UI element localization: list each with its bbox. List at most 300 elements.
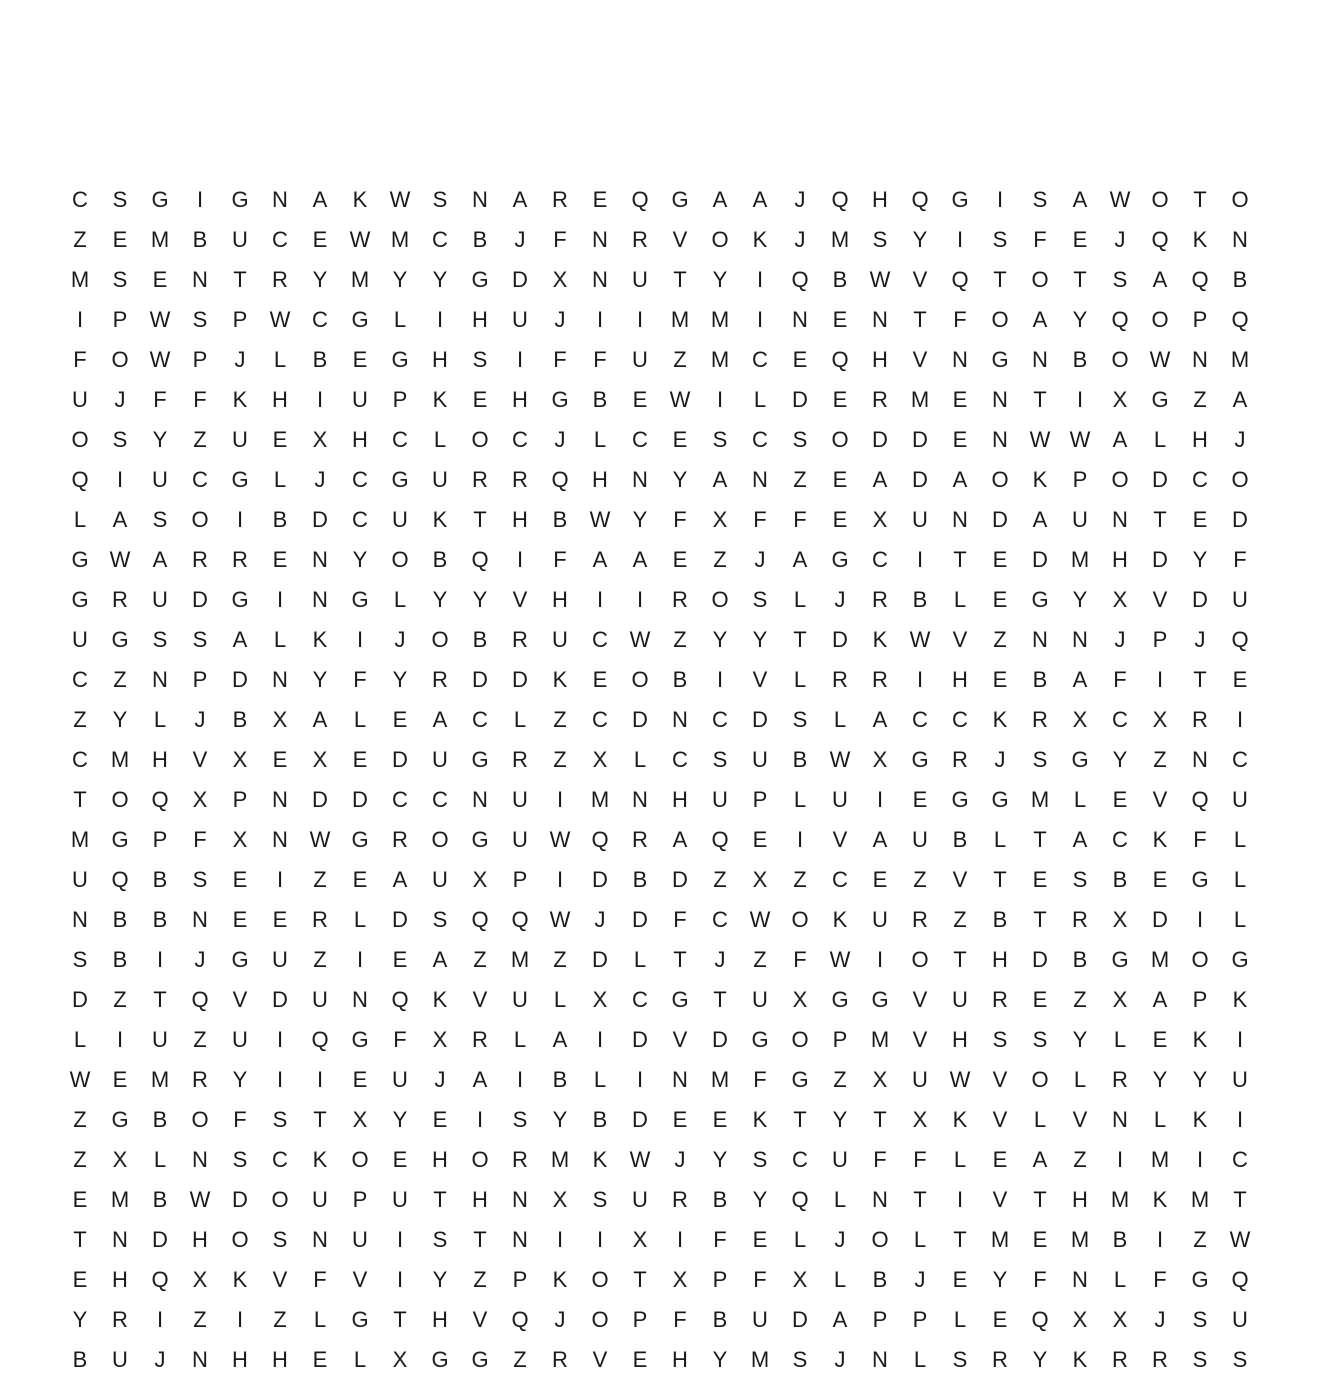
letter-cell[interactable]: G — [391, 467, 409, 492]
letter-cell[interactable]: P — [232, 307, 248, 332]
letter-cell[interactable]: N — [152, 667, 168, 692]
letter-cell[interactable]: S — [712, 747, 728, 772]
letter-cell[interactable]: N — [992, 427, 1008, 452]
letter-cell[interactable]: H — [1072, 1187, 1088, 1212]
letter-cell[interactable]: O — [1111, 347, 1129, 372]
letter-cell[interactable]: A — [712, 187, 728, 212]
letter-cell[interactable]: N — [792, 307, 808, 332]
letter-cell[interactable]: G — [951, 187, 969, 212]
letter-cell[interactable]: N — [1112, 507, 1128, 532]
letter-cell[interactable]: T — [993, 867, 1007, 892]
letter-cell[interactable]: Y — [752, 1187, 768, 1212]
letter-cell[interactable]: G — [1231, 947, 1249, 972]
letter-cell[interactable]: N — [112, 1227, 128, 1252]
letter-cell[interactable]: M — [710, 347, 730, 372]
letter-cell[interactable]: U — [152, 1027, 168, 1052]
letter-cell[interactable]: V — [912, 1027, 928, 1052]
letter-cell[interactable]: I — [876, 947, 884, 972]
letter-cell[interactable]: D — [712, 1027, 728, 1052]
letter-cell[interactable]: P — [632, 1307, 648, 1332]
letter-cell[interactable]: L — [1233, 827, 1247, 852]
letter-cell[interactable]: J — [554, 307, 566, 332]
letter-cell[interactable]: S — [112, 427, 128, 452]
letter-cell[interactable]: N — [872, 1187, 888, 1212]
letter-cell[interactable]: A — [872, 707, 888, 732]
letter-cell[interactable]: U — [952, 987, 968, 1012]
letter-cell[interactable]: L — [353, 1347, 367, 1372]
letter-cell[interactable]: I — [556, 867, 564, 892]
letter-cell[interactable]: A — [1152, 267, 1168, 292]
letter-cell[interactable]: L — [833, 1267, 847, 1292]
letter-cell[interactable]: I — [276, 867, 284, 892]
letter-cell[interactable]: T — [1033, 1187, 1047, 1212]
letter-cell[interactable]: A — [1072, 667, 1088, 692]
letter-cell[interactable]: B — [152, 1107, 168, 1132]
letter-cell[interactable]: P — [192, 347, 208, 372]
letter-cell[interactable]: U — [312, 987, 328, 1012]
letter-cell[interactable]: Y — [672, 467, 688, 492]
letter-cell[interactable]: Q — [791, 267, 809, 292]
letter-cell[interactable]: G — [231, 467, 249, 492]
letter-cell[interactable]: U — [752, 987, 768, 1012]
letter-cell[interactable]: D — [752, 707, 768, 732]
letter-cell[interactable]: O — [791, 1027, 809, 1052]
letter-cell[interactable]: Y — [1112, 747, 1128, 772]
letter-cell[interactable]: G — [391, 347, 409, 372]
letter-cell[interactable]: B — [792, 747, 808, 772]
letter-cell[interactable]: K — [1232, 987, 1248, 1012]
letter-cell[interactable]: T — [913, 1187, 927, 1212]
letter-cell[interactable]: G — [1111, 947, 1129, 972]
letter-cell[interactable]: T — [73, 1227, 87, 1252]
letter-cell[interactable]: V — [352, 1267, 368, 1292]
letter-cell[interactable]: W — [1069, 427, 1091, 452]
letter-cell[interactable]: O — [1191, 947, 1209, 972]
letter-cell[interactable]: V — [912, 987, 928, 1012]
letter-cell[interactable]: Z — [73, 227, 87, 252]
letter-cell[interactable]: Z — [1153, 747, 1167, 772]
letter-cell[interactable]: D — [392, 907, 408, 932]
letter-cell[interactable]: N — [312, 587, 328, 612]
letter-cell[interactable]: A — [832, 1307, 848, 1332]
letter-cell[interactable]: E — [312, 1347, 328, 1372]
letter-cell[interactable]: R — [672, 587, 688, 612]
letter-cell[interactable]: R — [272, 267, 288, 292]
letter-cell[interactable]: J — [194, 707, 206, 732]
letter-cell[interactable]: I — [156, 1307, 164, 1332]
letter-cell[interactable]: D — [1232, 507, 1248, 532]
letter-cell[interactable]: L — [593, 427, 607, 452]
letter-cell[interactable]: K — [872, 627, 888, 652]
letter-cell[interactable]: O — [1151, 187, 1169, 212]
letter-cell[interactable]: C — [1112, 827, 1128, 852]
letter-cell[interactable]: A — [392, 867, 408, 892]
letter-cell[interactable]: N — [872, 307, 888, 332]
letter-cell[interactable]: G — [111, 1107, 129, 1132]
letter-cell[interactable]: I — [716, 667, 724, 692]
letter-cell[interactable]: F — [233, 1107, 247, 1132]
letter-cell[interactable]: T — [473, 1227, 487, 1252]
letter-cell[interactable]: Z — [73, 1147, 87, 1172]
letter-cell[interactable]: T — [1033, 827, 1047, 852]
letter-cell[interactable]: D — [792, 1307, 808, 1332]
letter-cell[interactable]: G — [231, 947, 249, 972]
letter-cell[interactable]: C — [832, 867, 848, 892]
letter-cell[interactable]: E — [392, 707, 408, 732]
letter-cell[interactable]: Q — [311, 1027, 329, 1052]
letter-cell[interactable]: E — [352, 747, 368, 772]
letter-cell[interactable]: Y — [72, 1307, 88, 1332]
letter-cell[interactable]: S — [1032, 747, 1048, 772]
letter-cell[interactable]: B — [592, 1107, 608, 1132]
letter-cell[interactable]: X — [232, 827, 248, 852]
letter-cell[interactable]: J — [1154, 1307, 1166, 1332]
letter-cell[interactable]: O — [431, 627, 449, 652]
letter-cell[interactable]: I — [236, 1307, 244, 1332]
letter-cell[interactable]: I — [636, 1067, 644, 1092]
letter-cell[interactable]: T — [233, 267, 247, 292]
letter-cell[interactable]: K — [1192, 1107, 1208, 1132]
letter-cell[interactable]: I — [996, 187, 1004, 212]
letter-cell[interactable]: G — [1031, 587, 1049, 612]
letter-cell[interactable]: C — [1192, 467, 1208, 492]
letter-cell[interactable]: P — [1072, 467, 1088, 492]
letter-cell[interactable]: D — [592, 947, 608, 972]
letter-cell[interactable]: M — [110, 1187, 130, 1212]
letter-cell[interactable]: I — [436, 307, 444, 332]
letter-cell[interactable]: M — [710, 1067, 730, 1092]
letter-cell[interactable]: N — [192, 1347, 208, 1372]
letter-cell[interactable]: N — [272, 187, 288, 212]
letter-cell[interactable]: Q — [511, 1307, 529, 1332]
letter-cell[interactable]: A — [792, 547, 808, 572]
letter-cell[interactable]: Y — [352, 547, 368, 572]
letter-cell[interactable]: Z — [473, 1267, 487, 1292]
letter-cell[interactable]: N — [352, 987, 368, 1012]
letter-cell[interactable]: Q — [631, 187, 649, 212]
letter-cell[interactable]: X — [312, 747, 328, 772]
letter-cell[interactable]: U — [232, 1027, 248, 1052]
letter-cell[interactable]: N — [1192, 347, 1208, 372]
letter-cell[interactable]: Q — [1151, 227, 1169, 252]
letter-cell[interactable]: N — [72, 907, 88, 932]
letter-cell[interactable]: L — [513, 1027, 527, 1052]
letter-cell[interactable]: R — [552, 1347, 568, 1372]
letter-cell[interactable]: S — [152, 507, 168, 532]
letter-cell[interactable]: U — [912, 827, 928, 852]
letter-cell[interactable]: Q — [711, 827, 729, 852]
letter-cell[interactable]: R — [1112, 1347, 1128, 1372]
letter-cell[interactable]: N — [272, 827, 288, 852]
letter-cell[interactable]: Q — [1111, 307, 1129, 332]
letter-cell[interactable]: C — [72, 667, 88, 692]
letter-cell[interactable]: O — [831, 427, 849, 452]
letter-cell[interactable]: X — [432, 1027, 448, 1052]
letter-cell[interactable]: J — [994, 747, 1006, 772]
letter-cell[interactable]: C — [352, 507, 368, 532]
letter-cell[interactable]: Y — [312, 667, 328, 692]
letter-cell[interactable]: A — [1232, 387, 1248, 412]
letter-cell[interactable]: Z — [1193, 1227, 1207, 1252]
letter-cell[interactable]: J — [834, 1347, 846, 1372]
letter-cell[interactable]: H — [512, 507, 528, 532]
letter-cell[interactable]: O — [911, 947, 929, 972]
letter-cell[interactable]: S — [72, 947, 88, 972]
letter-cell[interactable]: F — [553, 227, 567, 252]
letter-cell[interactable]: D — [1032, 947, 1048, 972]
letter-cell[interactable]: J — [434, 1067, 446, 1092]
letter-cell[interactable]: O — [591, 1267, 609, 1292]
letter-cell[interactable]: W — [189, 1187, 211, 1212]
letter-cell[interactable]: W — [149, 307, 171, 332]
letter-cell[interactable]: M — [150, 227, 170, 252]
letter-cell[interactable]: T — [633, 1267, 647, 1292]
letter-cell[interactable]: L — [433, 427, 447, 452]
letter-cell[interactable]: E — [272, 427, 288, 452]
letter-cell[interactable]: K — [1192, 227, 1208, 252]
letter-cell[interactable]: Q — [791, 1187, 809, 1212]
letter-cell[interactable]: A — [432, 707, 448, 732]
letter-cell[interactable]: B — [992, 907, 1008, 932]
letter-cell[interactable]: W — [389, 187, 411, 212]
letter-cell[interactable]: E — [72, 1267, 88, 1292]
letter-cell[interactable]: Y — [1192, 547, 1208, 572]
letter-cell[interactable]: X — [232, 747, 248, 772]
letter-cell[interactable]: E — [672, 547, 688, 572]
letter-cell[interactable]: O — [191, 1107, 209, 1132]
letter-cell[interactable]: K — [312, 627, 328, 652]
letter-cell[interactable]: N — [192, 907, 208, 932]
letter-cell[interactable]: D — [152, 1227, 168, 1252]
letter-cell[interactable]: G — [1151, 387, 1169, 412]
letter-cell[interactable]: M — [70, 267, 90, 292]
letter-cell[interactable]: E — [872, 867, 888, 892]
letter-cell[interactable]: I — [316, 1067, 324, 1092]
letter-cell[interactable]: L — [273, 627, 287, 652]
letter-cell[interactable]: J — [314, 467, 326, 492]
letter-cell[interactable]: E — [1232, 667, 1248, 692]
letter-cell[interactable]: E — [272, 907, 288, 932]
letter-cell[interactable]: P — [112, 307, 128, 332]
letter-cell[interactable]: G — [991, 787, 1009, 812]
letter-cell[interactable]: U — [512, 787, 528, 812]
letter-cell[interactable]: I — [596, 1027, 604, 1052]
letter-cell[interactable]: H — [472, 1187, 488, 1212]
letter-cell[interactable]: A — [592, 547, 608, 572]
letter-cell[interactable]: R — [632, 827, 648, 852]
letter-cell[interactable]: C — [192, 467, 208, 492]
letter-cell[interactable]: L — [153, 1147, 167, 1172]
letter-cell[interactable]: H — [992, 947, 1008, 972]
letter-cell[interactable]: I — [716, 387, 724, 412]
letter-cell[interactable]: E — [232, 867, 248, 892]
letter-cell[interactable]: R — [1072, 907, 1088, 932]
letter-cell[interactable]: M — [1110, 1187, 1130, 1212]
letter-cell[interactable]: X — [312, 427, 328, 452]
letter-cell[interactable]: Y — [992, 1267, 1008, 1292]
letter-cell[interactable]: L — [1073, 1067, 1087, 1092]
letter-cell[interactable]: L — [73, 1027, 87, 1052]
letter-cell[interactable]: E — [1032, 987, 1048, 1012]
letter-cell[interactable]: K — [432, 507, 448, 532]
letter-cell[interactable]: X — [592, 747, 608, 772]
letter-cell[interactable]: B — [112, 947, 128, 972]
letter-cell[interactable]: D — [832, 627, 848, 652]
letter-cell[interactable]: E — [592, 667, 608, 692]
letter-cell[interactable]: W — [749, 907, 771, 932]
letter-cell[interactable]: S — [1192, 1347, 1208, 1372]
letter-cell[interactable]: J — [1114, 227, 1126, 252]
letter-cell[interactable]: D — [512, 267, 528, 292]
letter-cell[interactable]: L — [1033, 1107, 1047, 1132]
letter-cell[interactable]: J — [914, 1267, 926, 1292]
letter-cell[interactable]: D — [352, 787, 368, 812]
letter-cell[interactable]: R — [192, 1067, 208, 1092]
letter-cell[interactable]: C — [432, 227, 448, 252]
letter-cell[interactable]: I — [756, 307, 764, 332]
letter-cell[interactable]: P — [192, 667, 208, 692]
letter-cell[interactable]: L — [953, 1307, 967, 1332]
letter-cell[interactable]: G — [231, 187, 249, 212]
letter-cell[interactable]: H — [1112, 547, 1128, 572]
letter-cell[interactable]: E — [992, 587, 1008, 612]
letter-cell[interactable]: D — [792, 387, 808, 412]
letter-cell[interactable]: Z — [273, 1307, 287, 1332]
letter-cell[interactable]: X — [672, 1267, 688, 1292]
letter-cell[interactable]: E — [712, 1107, 728, 1132]
letter-cell[interactable]: R — [1032, 707, 1048, 732]
letter-cell[interactable]: L — [833, 707, 847, 732]
letter-cell[interactable]: E — [112, 227, 128, 252]
letter-cell[interactable]: J — [1234, 427, 1246, 452]
letter-cell[interactable]: C — [912, 707, 928, 732]
letter-cell[interactable]: B — [832, 267, 848, 292]
letter-cell[interactable]: N — [952, 347, 968, 372]
letter-cell[interactable]: I — [76, 307, 84, 332]
letter-cell[interactable]: F — [313, 1267, 327, 1292]
letter-cell[interactable]: L — [953, 587, 967, 612]
letter-cell[interactable]: E — [632, 1347, 648, 1372]
letter-cell[interactable]: I — [516, 1067, 524, 1092]
letter-cell[interactable]: A — [1152, 987, 1168, 1012]
letter-cell[interactable]: H — [552, 587, 568, 612]
letter-cell[interactable]: G — [471, 1347, 489, 1372]
letter-cell[interactable]: I — [636, 307, 644, 332]
letter-cell[interactable]: N — [272, 667, 288, 692]
letter-cell[interactable]: D — [632, 707, 648, 732]
letter-cell[interactable]: N — [592, 267, 608, 292]
letter-cell[interactable]: G — [471, 747, 489, 772]
letter-cell[interactable]: R — [992, 1347, 1008, 1372]
letter-cell[interactable]: L — [393, 587, 407, 612]
letter-cell[interactable]: O — [391, 547, 409, 572]
letter-cell[interactable]: C — [672, 747, 688, 772]
letter-cell[interactable]: K — [752, 1107, 768, 1132]
letter-cell[interactable]: E — [632, 387, 648, 412]
letter-cell[interactable]: D — [312, 787, 328, 812]
letter-cell[interactable]: M — [390, 227, 410, 252]
letter-cell[interactable]: I — [276, 1067, 284, 1092]
letter-cell[interactable]: X — [192, 787, 208, 812]
letter-cell[interactable]: F — [793, 947, 807, 972]
letter-cell[interactable]: Y — [1192, 1067, 1208, 1092]
letter-cell[interactable]: I — [1076, 387, 1084, 412]
letter-cell[interactable]: I — [956, 227, 964, 252]
letter-cell[interactable]: L — [913, 1347, 927, 1372]
letter-cell[interactable]: A — [512, 187, 528, 212]
letter-cell[interactable]: I — [1236, 1107, 1244, 1132]
letter-cell[interactable]: R — [872, 667, 888, 692]
letter-cell[interactable]: E — [952, 1267, 968, 1292]
letter-cell[interactable]: J — [594, 907, 606, 932]
letter-cell[interactable]: R — [232, 547, 248, 572]
letter-cell[interactable]: B — [712, 1307, 728, 1332]
letter-cell[interactable]: U — [832, 1147, 848, 1172]
letter-cell[interactable]: U — [352, 1227, 368, 1252]
letter-cell[interactable]: L — [1153, 1107, 1167, 1132]
letter-cell[interactable]: S — [192, 627, 208, 652]
letter-cell[interactable]: R — [512, 747, 528, 772]
letter-cell[interactable]: V — [992, 1187, 1008, 1212]
letter-cell[interactable]: O — [711, 227, 729, 252]
letter-cell[interactable]: J — [394, 627, 406, 652]
letter-cell[interactable]: E — [832, 507, 848, 532]
letter-cell[interactable]: F — [153, 387, 167, 412]
letter-cell[interactable]: A — [712, 467, 728, 492]
letter-cell[interactable]: U — [912, 1067, 928, 1092]
letter-cell[interactable]: V — [952, 867, 968, 892]
letter-cell[interactable]: X — [872, 747, 888, 772]
letter-cell[interactable]: L — [753, 387, 767, 412]
letter-cell[interactable]: Z — [553, 747, 567, 772]
letter-cell[interactable]: F — [593, 347, 607, 372]
letter-cell[interactable]: L — [593, 1067, 607, 1092]
letter-cell[interactable]: H — [272, 1347, 288, 1372]
letter-cell[interactable]: P — [1152, 627, 1168, 652]
letter-cell[interactable]: T — [1193, 187, 1207, 212]
letter-cell[interactable]: S — [792, 427, 808, 452]
letter-cell[interactable]: P — [152, 827, 168, 852]
letter-cell[interactable]: G — [351, 1027, 369, 1052]
letter-cell[interactable]: U — [752, 747, 768, 772]
letter-cell[interactable]: E — [312, 227, 328, 252]
letter-cell[interactable]: Z — [513, 1347, 527, 1372]
letter-cell[interactable]: Z — [673, 347, 687, 372]
letter-cell[interactable]: Q — [511, 907, 529, 932]
letter-cell[interactable]: R — [112, 587, 128, 612]
letter-cell[interactable]: J — [794, 227, 806, 252]
letter-cell[interactable]: S — [1232, 1347, 1248, 1372]
letter-cell[interactable]: G — [111, 627, 129, 652]
letter-cell[interactable]: Q — [1231, 1267, 1249, 1292]
letter-cell[interactable]: F — [753, 1267, 767, 1292]
letter-cell[interactable]: T — [73, 787, 87, 812]
letter-cell[interactable]: G — [791, 1067, 809, 1092]
letter-cell[interactable]: S — [752, 1147, 768, 1172]
letter-cell[interactable]: O — [1231, 467, 1249, 492]
letter-cell[interactable]: U — [632, 267, 648, 292]
letter-cell[interactable]: S — [952, 1347, 968, 1372]
letter-cell[interactable]: S — [1032, 1027, 1048, 1052]
letter-cell[interactable]: P — [1192, 307, 1208, 332]
letter-cell[interactable]: D — [1152, 467, 1168, 492]
letter-cell[interactable]: U — [512, 827, 528, 852]
letter-cell[interactable]: U — [1232, 587, 1248, 612]
letter-cell[interactable]: X — [712, 507, 728, 532]
letter-cell[interactable]: G — [151, 187, 169, 212]
letter-cell[interactable]: R — [552, 187, 568, 212]
letter-cell[interactable]: Q — [1231, 627, 1249, 652]
